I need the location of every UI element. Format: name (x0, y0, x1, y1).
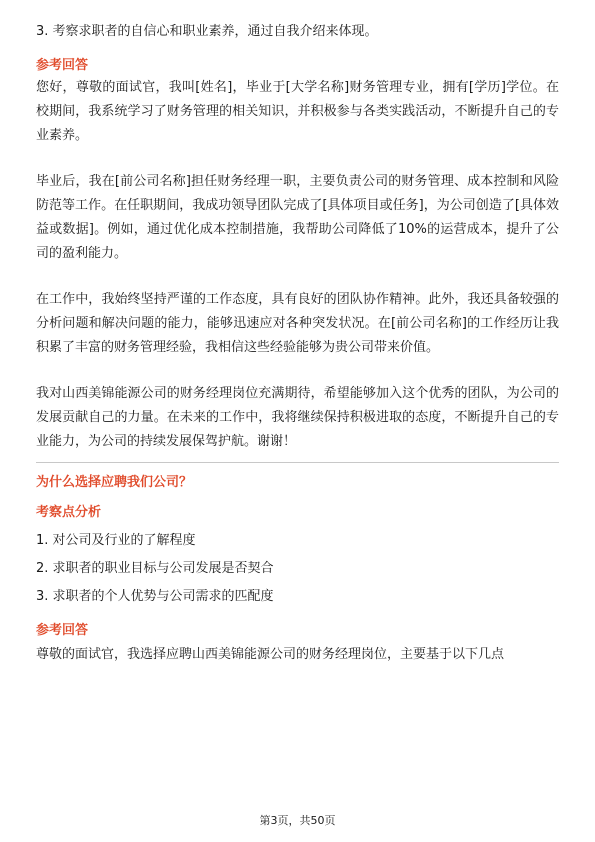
section-divider (36, 462, 559, 463)
answer-paragraph-3: 在工作中，我始终坚持严谨的工作态度，具有良好的团队协作精神。此外，我还具备较强的分析问题和解决问题的能力，能够迅速应对各种突发状况。在[前公司名称]的工作经历让我积累了丰富的财务管理经验，我相信这些经验能够为贵公司带来价值。 (36, 292, 559, 355)
page-content (36, 22, 559, 665)
answer-heading-1: 参考回答 (36, 58, 89, 73)
page-footer: 第3页，共50页 (259, 814, 336, 827)
question-heading: 为什么选择应聘我们公司？ (36, 475, 193, 490)
analysis-point-3: 3. 求职者的个人优势与公司需求的匹配度 (36, 589, 274, 604)
answer-2-start: 尊敬的面试官，我选择应聘山西美锦能源公司的财务经理岗位，主要基于以下几点 (36, 647, 505, 662)
answer-paragraph-1: 您好，尊敬的面试官，我叫[姓名]，毕业于[大学名称]财务管理专业，拥有[学历]学位。在校期间，我系统学习了财务管理的相关知识，并积极参与各类实践活动，不断提升自己的专业素养。 (36, 80, 559, 143)
intro-point: 3. 考察求职者的自信心和职业素养，通过自我介绍来体现。 (36, 24, 378, 39)
analysis-point-2: 2. 求职者的职业目标与公司发展是否契合 (36, 561, 274, 576)
answer-paragraph-2: 毕业后，我在[前公司名称]担任财务经理一职，主要负责公司的财务管理、成本控制和风险防范等工作。在任职期间，我成功领导团队完成了[具体项目或任务]，为公司创造了[具体效益或数据]。例如，通过优化成本控制措施，我帮助公司降低了10%的运营成本，提升了公司的盈利能力。 (36, 174, 559, 261)
answer-heading-2: 参考回答 (36, 623, 89, 638)
answer-paragraph-4: 我对山西美锦能源公司的财务经理岗位充满期待，希望能够加入这个优秀的团队，为公司的发展贡献自己的力量。在未来的工作中，我将继续保持积极进取的态度，不断提升自己的专业能力，为公司的持续发展保驾护航。谢谢！ (36, 386, 559, 449)
analysis-heading: 考察点分析 (36, 505, 102, 520)
analysis-point-1: 1. 对公司及行业的了解程度 (36, 533, 196, 548)
